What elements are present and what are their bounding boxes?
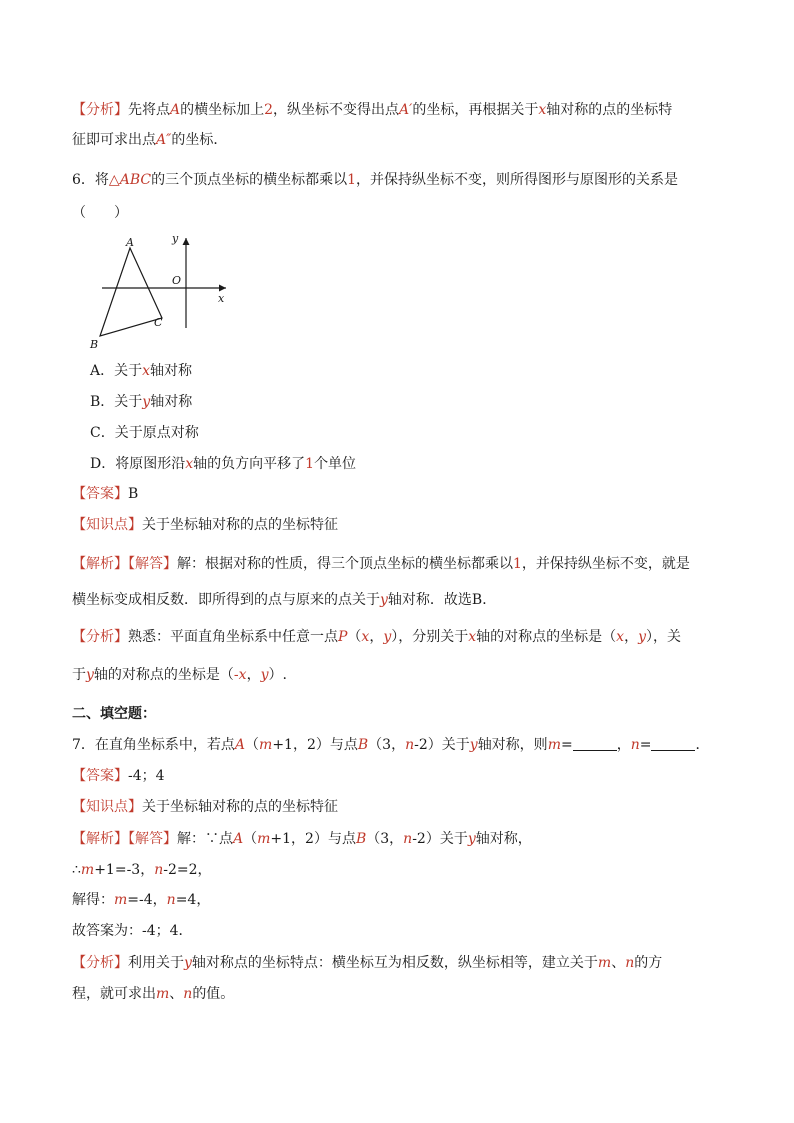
q5-analysis-line2	[72, 130, 732, 150]
q7-solution-line1	[72, 829, 732, 849]
var: y	[383, 629, 392, 645]
text: 轴对称	[150, 363, 193, 379]
text: ，	[624, 629, 639, 645]
var: n	[630, 737, 640, 753]
var: x	[142, 363, 151, 379]
text: ，纵坐标不变得出点	[273, 102, 400, 118]
text: 程，就可求出	[72, 986, 156, 1002]
answer-blank-n[interactable]	[651, 736, 695, 751]
var: m	[257, 831, 271, 847]
var: n	[405, 737, 415, 753]
var: x	[538, 102, 547, 118]
text: 解：根据对称的性质，得三个顶点坐标的横坐标都乘以	[177, 556, 513, 572]
q5-analysis-line1	[72, 100, 732, 120]
triangle-symbol: △	[108, 172, 120, 188]
text: 的坐标．	[171, 132, 228, 148]
q7-solution-line2	[72, 860, 732, 880]
text: 的值。	[192, 986, 235, 1002]
num: 1	[305, 456, 315, 472]
text: 轴对称．故选	[387, 592, 472, 608]
text: （	[245, 737, 260, 753]
triangle-figure	[88, 226, 238, 354]
var: y	[86, 667, 94, 683]
text: +1，2）与点	[272, 737, 358, 753]
analysis-tag: 【分析】	[72, 955, 128, 971]
q7-stem	[72, 735, 732, 755]
text: 7．在直角坐标系中，若点	[72, 737, 235, 753]
q7-answer	[72, 766, 732, 786]
q7-solution-line3	[72, 890, 732, 910]
var: n	[625, 955, 635, 971]
text: 、	[169, 986, 184, 1002]
text: （3，	[366, 831, 404, 847]
var: x	[468, 629, 477, 645]
q7-analysis-line1	[72, 953, 732, 973]
option-b	[90, 392, 750, 412]
knowledge-text: 关于坐标轴对称的点的坐标特征	[142, 799, 338, 815]
var: B	[357, 737, 369, 753]
var: x	[361, 629, 370, 645]
text: D．将原图形沿	[90, 456, 186, 472]
var: n	[154, 862, 164, 878]
text: （	[347, 629, 362, 645]
text: 征即可求出点	[72, 132, 156, 148]
text: 轴对称的点的坐标特	[546, 102, 673, 118]
var: A′	[399, 102, 413, 118]
var: y	[142, 394, 151, 410]
text: 轴的负方向平移了	[193, 456, 306, 472]
knowledge-tag: 【知识点】	[72, 517, 142, 533]
text: 熟悉：平面直角坐标系中任意一点	[128, 629, 338, 645]
triangle-abc	[100, 248, 162, 336]
analysis-tag: 【分析】	[72, 102, 128, 118]
num: 1	[347, 172, 356, 188]
solution-tag: 【解析】【解答】	[72, 831, 177, 847]
text: ）.	[268, 667, 287, 683]
text: ．	[695, 737, 710, 753]
label-O: O	[172, 274, 182, 287]
answer-tag: 【答案】	[72, 486, 128, 502]
var: ABC	[119, 172, 152, 188]
text: =	[639, 737, 652, 753]
text: +1=-3，	[94, 862, 155, 878]
label-C: C	[154, 316, 163, 329]
option-d	[90, 454, 750, 474]
text: B．关于	[90, 394, 143, 410]
text: 轴对称点的坐标特点：横坐标互为相反数，纵坐标相等，建立关于	[191, 955, 598, 971]
analysis-tag: 【分析】	[72, 629, 128, 645]
text: ，	[246, 667, 261, 683]
var: y	[638, 629, 646, 645]
answer-tag: 【答案】	[72, 768, 128, 784]
var: y	[469, 737, 478, 753]
var: x	[238, 667, 247, 683]
var: y	[184, 955, 192, 971]
text: 先将点	[128, 102, 170, 118]
text: 、	[611, 955, 626, 971]
text: =	[560, 737, 573, 753]
var: m	[259, 737, 273, 753]
num: 1	[513, 556, 522, 572]
text: 轴的对称点的坐标是（	[93, 667, 234, 683]
text: 个单位	[314, 456, 357, 472]
text: 于	[72, 667, 86, 683]
text: =-4，	[127, 892, 167, 908]
q6-paren: （ ）	[72, 205, 128, 221]
section-title: 二、填空题：	[72, 706, 156, 722]
text: =4，	[175, 892, 211, 908]
var: n	[166, 892, 176, 908]
text: （3，	[368, 737, 406, 753]
var: n	[183, 986, 193, 1002]
coordinate-diagram	[88, 226, 238, 354]
answer-value: -4；4	[128, 768, 165, 784]
q6-stem	[72, 170, 732, 190]
text: ，并保持纵坐标不变，就是	[521, 556, 690, 572]
text: -2）关于	[412, 831, 468, 847]
q6-analysis-line1	[72, 627, 732, 647]
text: 的坐标，再根据关于	[412, 102, 539, 118]
text: 横坐标变成相反数．即所得到的点与原来的点关于	[72, 592, 380, 608]
knowledge-tag: 【知识点】	[72, 799, 142, 815]
text: 的方	[634, 955, 663, 971]
text: 轴对称，则	[477, 737, 548, 753]
q6-knowledge	[72, 515, 732, 535]
q6-analysis-line2	[72, 665, 732, 685]
var: y	[380, 592, 388, 608]
var: m	[547, 737, 561, 753]
text: 轴对称，	[475, 831, 532, 847]
answer-blank-m[interactable]	[573, 736, 617, 751]
label-B: B	[90, 338, 99, 351]
var: P	[338, 629, 348, 645]
var: m	[114, 892, 128, 908]
text: 的三个顶点坐标的横坐标都乘以	[151, 172, 348, 188]
text: 轴的对称点的坐标是（	[476, 629, 617, 645]
text: 轴对称	[150, 394, 193, 410]
q7-knowledge	[72, 797, 732, 817]
var: m	[80, 862, 95, 878]
text: -2）关于	[414, 737, 470, 753]
q7-solution-line4: 故答案为：-4；4．	[72, 923, 193, 939]
var: A	[170, 102, 181, 118]
text: B．	[471, 592, 497, 608]
text: 6．将	[72, 172, 109, 188]
text: （	[243, 831, 258, 847]
text: ∴	[72, 862, 81, 878]
var: A	[234, 737, 246, 753]
num: 2	[264, 102, 274, 118]
q6-solution-line2	[72, 590, 732, 610]
text: 的横坐标加上	[180, 102, 265, 118]
text: ），关	[645, 629, 681, 645]
text: 利用关于	[128, 955, 184, 971]
label-x: x	[218, 292, 225, 305]
text: 解：∵点	[177, 831, 233, 847]
var: n	[403, 831, 413, 847]
text: +1，2）与点	[270, 831, 356, 847]
q6-answer	[72, 484, 732, 504]
q7-analysis-line2	[72, 984, 732, 1004]
option-a	[90, 361, 750, 381]
var: x	[185, 456, 194, 472]
var: x	[616, 629, 625, 645]
label-A: A	[126, 236, 134, 249]
var: y	[260, 667, 269, 683]
text: 解得：	[72, 892, 114, 908]
text: -2=2，	[163, 862, 212, 878]
text: ，并保持纵坐标不变，则所得图形与原图形的关系是	[356, 172, 678, 188]
text: A．关于	[90, 363, 143, 379]
q6-solution-line1	[72, 554, 732, 574]
option-c: C．关于原点对称	[90, 425, 199, 441]
text: ，	[616, 737, 631, 753]
var: B	[355, 831, 367, 847]
label-y: y	[172, 232, 179, 245]
var: A″	[156, 132, 172, 148]
text: ，	[369, 629, 384, 645]
answer-value: B	[128, 486, 139, 502]
var: m	[597, 955, 612, 971]
solution-tag: 【解析】【解答】	[72, 556, 177, 572]
text: ），分别关于	[391, 629, 469, 645]
knowledge-text: 关于坐标轴对称的点的坐标特征	[142, 517, 338, 533]
minus: -	[233, 667, 239, 683]
var: A	[233, 831, 244, 847]
var: m	[156, 986, 170, 1002]
var: y	[467, 831, 476, 847]
